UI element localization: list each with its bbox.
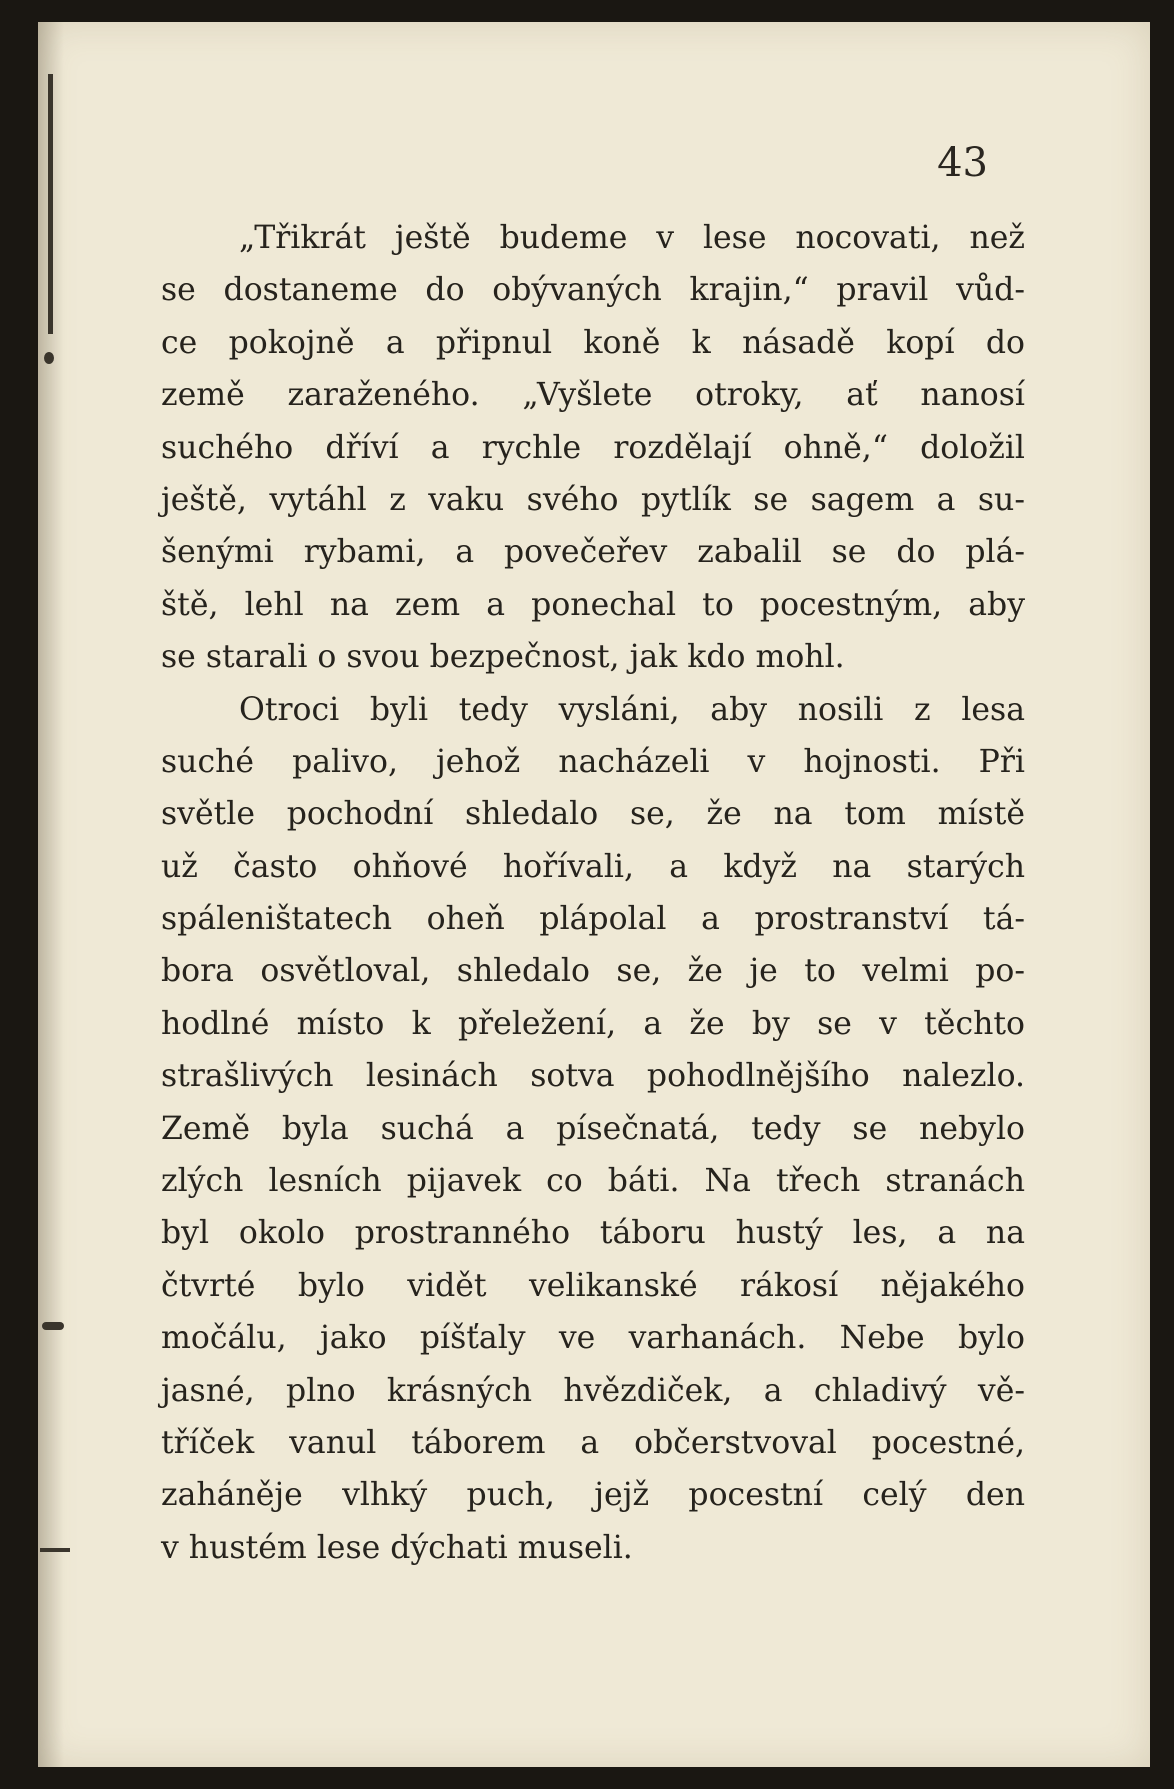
book-page	[38, 22, 1150, 1767]
text-line: ce pokojně a připnul koně k násadě kopí do	[161, 324, 1025, 361]
text-line: „Třikrát ještě budeme v lese nocovati, než	[239, 220, 1025, 256]
text-line: byl okolo prostranného táboru hustý les, a na	[161, 1215, 1025, 1252]
text-line: světle pochodní shledalo se, že na tom místě	[161, 796, 1025, 833]
text-line: spáleništatech oheň plápolal a prostranství tá-	[161, 901, 1025, 938]
text-line: země zaraženého. „Vyšlete otroky, ať nanosí	[161, 377, 1025, 414]
text-line: suchého dříví a rychle rozdělají ohně,“ doložil	[161, 429, 1025, 466]
text-line: Otroci byli tedy vysláni, aby nosili z lesa	[239, 691, 1025, 728]
text-line: jasné, plno krásných hvězdiček, a chladivý vě-	[161, 1372, 1025, 1409]
gutter-mark	[42, 1322, 64, 1330]
text-line: Země byla suchá a písečnatá, tedy se nebylo	[161, 1110, 1025, 1147]
text-line: ještě, vytáhl z vaku svého pytlík se sagem a su-	[161, 481, 1025, 518]
gutter-mark	[40, 1548, 70, 1552]
text-line: šenými rybami, a povečeřev zabalil se do plá-	[161, 534, 1025, 571]
text-line: v hustém lese dýchati museli.	[161, 1529, 633, 1566]
text-line: se dostaneme do obývaných krajin,“ pravil vůd-	[161, 272, 1025, 309]
text-line: strašlivých lesinách sotva pohodlnějšího nalezlo.	[161, 1058, 1025, 1095]
text-line: ště, lehl na zem a ponechal to pocestným, aby	[161, 586, 1025, 623]
text-line: se starali o svou bezpečnost, jak kdo mohl.	[161, 639, 845, 676]
text-line: suché palivo, jehož nacházeli v hojnosti. Při	[161, 743, 1025, 780]
gutter-mark	[44, 352, 54, 364]
text-line: už často ohňové hořívali, a když na starých	[161, 848, 1025, 885]
gutter-mark	[48, 74, 53, 334]
page-number: 43	[937, 140, 988, 186]
text-line: čtvrté bylo vidět velikanské rákosí nějakého	[161, 1267, 1025, 1304]
text-line: tříček vanul táborem a občerstvoval pocestné,	[161, 1424, 1025, 1461]
text-line: bora osvětloval, shledalo se, že je to velmi po-	[161, 953, 1025, 990]
body-text	[161, 212, 1025, 1574]
text-line: zaháněje vlhký puch, jejž pocestní celý den	[161, 1477, 1025, 1514]
text-line: močálu, jako píšťaly ve varhanách. Nebe bylo	[161, 1320, 1025, 1357]
text-line: zlých lesních pijavek co báti. Na třech stranách	[161, 1163, 1025, 1200]
text-line: hodlné místo k přeležení, a že by se v těchto	[161, 1005, 1025, 1042]
